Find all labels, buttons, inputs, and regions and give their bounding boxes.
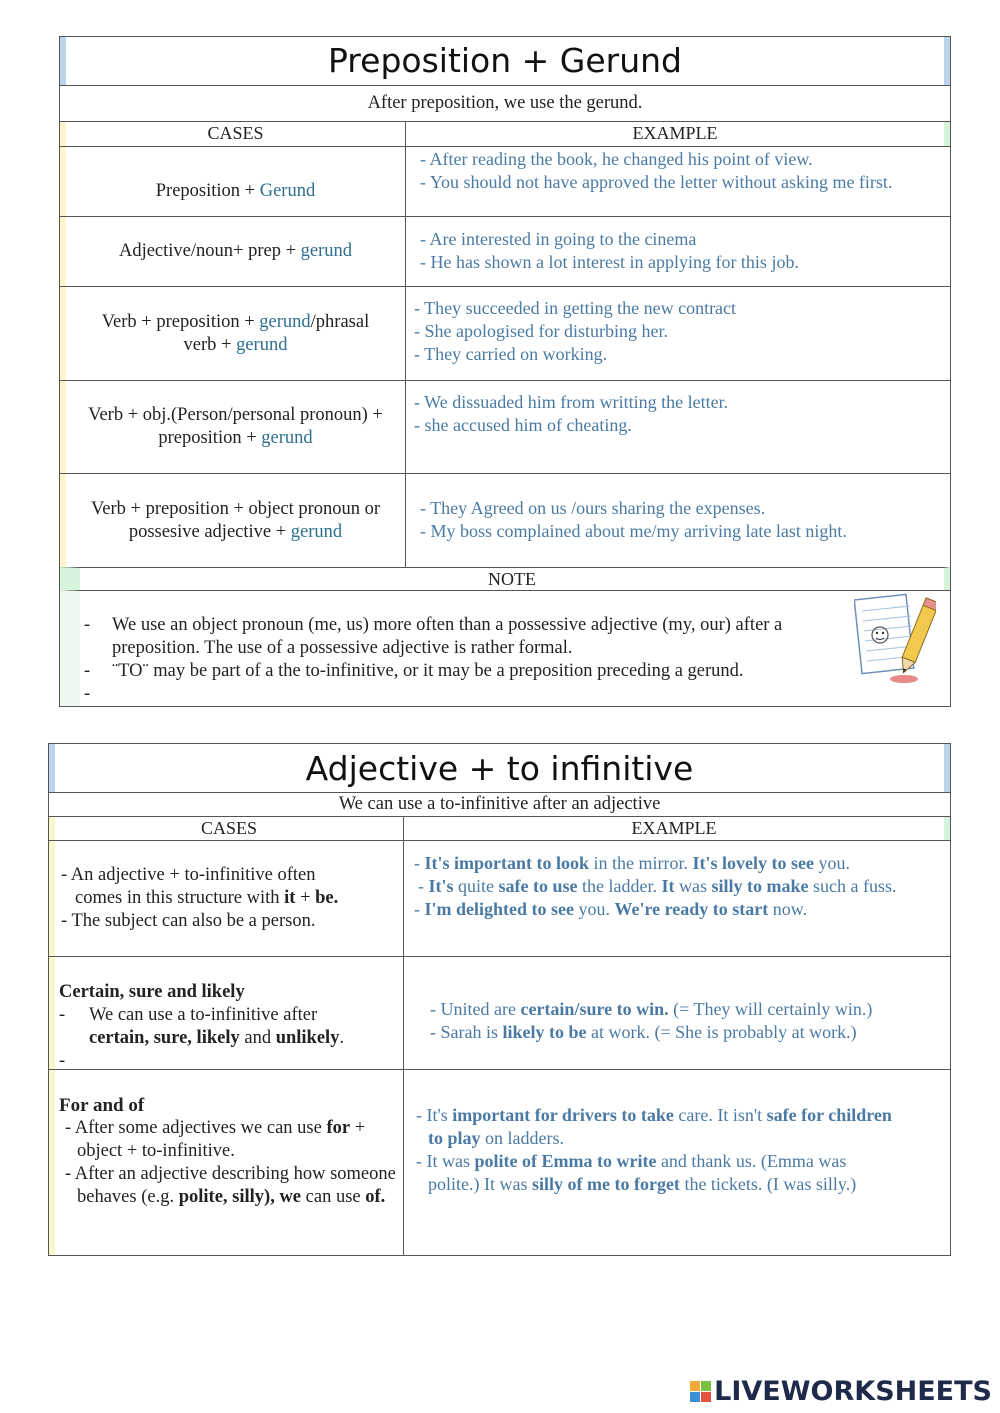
section1-subtitle-row xyxy=(60,85,950,121)
case-text: comes in this structure with xyxy=(75,888,285,908)
example-line: - We dissuaded him from writting the letter. xyxy=(414,392,729,412)
table-row xyxy=(49,840,950,956)
example-cell xyxy=(405,474,950,567)
table-row xyxy=(60,216,950,286)
example-line: - My boss complained about me/my arriving late last night. xyxy=(420,521,847,541)
table-row xyxy=(49,956,950,1069)
case-bold: certain, sure, likely xyxy=(89,1028,240,1048)
note-header: NOTE xyxy=(488,568,536,589)
note-text: We use an object pronoun (me, us) more often than a possessive adjective (my, our) after a preposition. The use of a possessive adjective is rather formal. xyxy=(112,615,783,658)
case-text: /phrasal xyxy=(310,311,370,332)
case-bold: it xyxy=(284,888,296,908)
example-cell xyxy=(403,957,950,1069)
case-cell xyxy=(60,381,405,473)
case-text: Adjective/noun+ prep + xyxy=(118,241,301,261)
example-cell xyxy=(405,147,950,216)
case-bold: unlikely xyxy=(275,1028,340,1048)
example-line: - she accused him of cheating. xyxy=(414,415,632,435)
example-line: - It's important to look in the mirror. It's lovely to see you. xyxy=(414,853,850,873)
case-cell: Certain, sure and likely - We can use a to-infinitive after certain, sure, likely and unlikely. - xyxy=(49,957,403,1069)
case-gerund: Gerund xyxy=(259,181,316,201)
section1-title: Preposition + Gerund xyxy=(60,37,950,85)
example-cell xyxy=(403,1070,950,1255)
example-cell xyxy=(405,381,950,473)
case-text: preposition + xyxy=(158,428,262,448)
case-gerund: gerund xyxy=(300,241,353,261)
case-item: - After some adjectives we can use for + object + to-infinitive. xyxy=(65,1118,366,1161)
example-cell xyxy=(405,287,950,380)
header-example: EXAMPLE xyxy=(631,818,717,838)
case-gerund: gerund xyxy=(261,428,313,448)
example-line: - Sarah is likely to be at work. (= She is probably at work.) xyxy=(430,1022,857,1042)
table-row xyxy=(60,473,950,567)
adjective-infinitive-table xyxy=(48,743,951,1256)
case-bold: be. xyxy=(315,888,339,908)
example-cell xyxy=(403,841,950,956)
example-line: - You should not have approved the letter without asking me first. xyxy=(420,172,893,192)
case-item: - We can use a to-infinitive after certain, sure, likely and unlikely. xyxy=(59,1005,345,1048)
section2-subtitle-row xyxy=(49,792,950,816)
liveworksheets-logo[interactable] xyxy=(690,1376,992,1407)
header-cases: CASES xyxy=(207,123,264,143)
section1-header-row xyxy=(60,121,950,146)
section2-header-row xyxy=(49,816,950,840)
case-gerund: gerund xyxy=(259,311,311,332)
note-header-row xyxy=(60,567,950,590)
case-cell xyxy=(60,217,405,286)
example-line: - It was polite of Emma to write and thank us. (Emma was polite.) It was silly of me to forget the tickets. (I was silly.) xyxy=(416,1151,857,1194)
example-line: - It's quite safe to use the ladder. It was silly to make such a fuss. xyxy=(418,876,897,896)
note-item: - ¨TO¨ may be part of a the to-infinitive, or it may be a preposition preceding a gerund. xyxy=(84,661,744,681)
header-cases: CASES xyxy=(200,818,258,838)
table-row xyxy=(49,1069,950,1255)
note-body xyxy=(60,590,950,706)
case-heading: Certain, sure and likely xyxy=(59,982,245,1002)
case-text: possesive adjective + xyxy=(128,521,291,542)
case-gerund: gerund xyxy=(290,521,343,542)
header-example: EXAMPLE xyxy=(632,123,718,143)
preposition-gerund-table xyxy=(59,36,951,707)
case-cell xyxy=(60,147,405,216)
note-text: ¨TO¨ may be part of a the to-infinitive, or it may be a preposition preceding a gerund. xyxy=(112,661,744,681)
case-cell xyxy=(60,287,405,380)
case-gerund: gerund xyxy=(236,334,288,355)
example-line: - They succeeded in getting the new contract xyxy=(414,298,737,318)
case-text: We can use a to-infinitive after xyxy=(89,1005,318,1025)
table-row xyxy=(60,380,950,473)
case-heading: For and of xyxy=(59,1095,145,1116)
logo-text: LIVEWORKSHEETS xyxy=(714,1376,992,1407)
case-text: Verb + obj.(Person/personal pronoun) + xyxy=(88,405,383,425)
logo-blocks-icon xyxy=(690,1381,711,1402)
case-text: + xyxy=(295,888,316,908)
note-item: - xyxy=(84,684,91,704)
section2-title: Adjective + to infinitive xyxy=(49,744,950,792)
case-text: - An adjective + to-infinitive often xyxy=(61,865,316,885)
case-item: - After an adjective describing how someone behaves (e.g. polite, silly), we can use of. xyxy=(65,1164,396,1207)
table-row xyxy=(60,146,950,216)
note-item: - We use an object pronoun (me, us) more often than a possessive adjective (my, our) after a preposition. The use of a possessive adjective is rather formal. xyxy=(84,614,852,660)
example-line: - Are interested in going to the cinema xyxy=(420,229,697,249)
section2-subtitle: We can use a to-infinitive after an adjective xyxy=(338,794,661,814)
case-cell xyxy=(49,841,403,956)
example-cell xyxy=(405,217,950,286)
example-line: - After reading the book, he changed his point of view. xyxy=(420,149,813,169)
example-line: - She apologised for disturbing her. xyxy=(414,321,668,341)
example-line: - It's important for drivers to take care. It isn't safe for children to play on ladders. xyxy=(416,1105,892,1148)
case-text: Preposition + xyxy=(155,181,260,201)
example-line: - He has shown a lot interest in applying for this job. xyxy=(420,252,799,272)
section1-subtitle: After preposition, we use the gerund. xyxy=(367,93,643,113)
example-line: - I'm delighted to see you. We're ready to start now. xyxy=(414,899,808,919)
case-text: Verb + preposition + xyxy=(101,311,260,332)
example-line: - United are certain/sure to win. (= They will certainly win.) xyxy=(430,999,873,1019)
case-cell xyxy=(49,1070,403,1255)
table-row xyxy=(60,286,950,380)
case-text: Verb + preposition + object pronoun or xyxy=(90,498,381,519)
notebook-pencil-illustration xyxy=(854,591,936,687)
example-line: - They carried on working. xyxy=(414,344,608,364)
example-line: - They Agreed on us /ours sharing the expenses. xyxy=(420,498,766,518)
case-text: - The subject can also be a person. xyxy=(61,911,316,931)
case-text: verb + xyxy=(183,334,237,355)
case-cell xyxy=(60,474,405,567)
